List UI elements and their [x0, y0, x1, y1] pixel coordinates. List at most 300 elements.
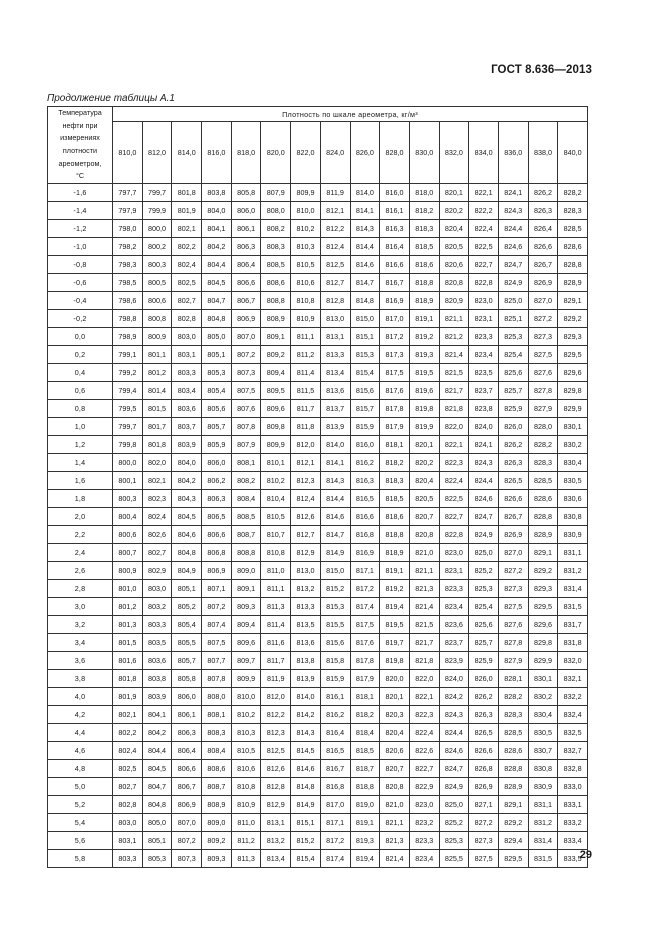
density-cell: 819,4	[350, 850, 380, 868]
density-cell: 822,9	[409, 778, 439, 796]
temperature-header	[48, 107, 113, 184]
density-cell: 828,0	[528, 418, 558, 436]
temperature-cell: 0,2	[48, 346, 113, 364]
density-cell: 816,5	[350, 490, 380, 508]
density-cell: 807,1	[202, 580, 232, 598]
temperature-cell: 2,4	[48, 544, 113, 562]
density-column-header: 838,0	[528, 122, 558, 184]
table-row	[48, 544, 588, 562]
density-cell: 826,0	[469, 670, 499, 688]
temperature-cell: 2,6	[48, 562, 113, 580]
density-cell: 828,3	[498, 706, 528, 724]
density-cell: 803,1	[172, 346, 202, 364]
density-cell: 806,9	[231, 310, 261, 328]
temperature-cell: 0,4	[48, 364, 113, 382]
density-cell: 802,4	[172, 256, 202, 274]
density-cell: 826,6	[498, 490, 528, 508]
density-cell: 822,3	[409, 706, 439, 724]
density-cell: 805,6	[202, 400, 232, 418]
density-cell: 818,8	[380, 526, 410, 544]
density-cell: 812,3	[291, 472, 321, 490]
density-cell: 820,8	[380, 778, 410, 796]
density-cell: 819,7	[380, 634, 410, 652]
density-cell: 828,2	[498, 688, 528, 706]
density-cell: 813,0	[320, 310, 350, 328]
density-cell: 813,3	[291, 598, 321, 616]
temperature-cell: 3,2	[48, 616, 113, 634]
density-cell: 825,7	[498, 382, 528, 400]
density-cell: 830,4	[558, 454, 588, 472]
density-cell: 804,3	[172, 490, 202, 508]
temperature-cell: 1,6	[48, 472, 113, 490]
density-cell: 830,7	[528, 742, 558, 760]
density-cell: 802,4	[113, 742, 143, 760]
density-cell: 818,1	[380, 436, 410, 454]
density-cell: 833,4	[558, 832, 588, 850]
density-cell: 809,6	[231, 634, 261, 652]
density-cell: 811,5	[291, 382, 321, 400]
density-cell: 802,6	[142, 526, 172, 544]
density-cell: 820,4	[439, 220, 469, 238]
density-cell: 823,4	[469, 346, 499, 364]
table-row	[48, 292, 588, 310]
density-cell: 799,2	[113, 364, 143, 382]
density-cell: 820,6	[380, 742, 410, 760]
density-cell: 816,7	[380, 274, 410, 292]
table-row	[48, 580, 588, 598]
density-cell: 817,8	[380, 400, 410, 418]
density-column-header: 826,0	[350, 122, 380, 184]
density-cell: 803,6	[172, 400, 202, 418]
density-cell: 825,9	[469, 652, 499, 670]
density-column-header: 818,0	[231, 122, 261, 184]
density-cell: 818,2	[380, 454, 410, 472]
density-cell: 819,2	[409, 328, 439, 346]
density-cell: 829,3	[558, 328, 588, 346]
temperature-cell: 0,8	[48, 400, 113, 418]
density-cell: 803,3	[172, 364, 202, 382]
density-cell: 813,7	[320, 400, 350, 418]
density-cell: 827,3	[528, 328, 558, 346]
density-cell: 816,2	[350, 454, 380, 472]
density-cell: 830,1	[558, 418, 588, 436]
density-cell: 810,1	[261, 454, 291, 472]
table-row	[48, 724, 588, 742]
density-cell: 826,8	[469, 760, 499, 778]
density-cell: 801,8	[142, 436, 172, 454]
density-cell: 823,1	[469, 310, 499, 328]
density-cell: 824,9	[439, 778, 469, 796]
density-cell: 810,3	[291, 238, 321, 256]
temperature-cell: 5,8	[48, 850, 113, 868]
table-row	[48, 508, 588, 526]
density-cell: 809,1	[261, 328, 291, 346]
density-cell: 822,3	[439, 454, 469, 472]
density-cell: 798,8	[113, 310, 143, 328]
density-cell: 826,3	[498, 454, 528, 472]
density-cell: 799,5	[113, 400, 143, 418]
density-cell: 815,2	[291, 832, 321, 850]
density-cell: 814,5	[291, 742, 321, 760]
density-cell: 828,8	[498, 760, 528, 778]
density-cell: 816,8	[350, 526, 380, 544]
density-cell: 805,5	[172, 634, 202, 652]
table-row	[48, 832, 588, 850]
density-cell: 802,3	[142, 490, 172, 508]
density-cell: 830,8	[558, 508, 588, 526]
temperature-cell: 2,0	[48, 508, 113, 526]
density-cell: 801,4	[142, 382, 172, 400]
density-cell: 819,2	[380, 580, 410, 598]
density-cell: 819,6	[409, 382, 439, 400]
temperature-header-line: измерениях	[60, 133, 100, 143]
temperature-cell: 5,0	[48, 778, 113, 796]
density-cell: 828,2	[558, 184, 588, 202]
density-cell: 828,5	[558, 220, 588, 238]
density-cell: 823,0	[469, 292, 499, 310]
density-cell: 803,2	[142, 598, 172, 616]
density-cell: 811,1	[261, 580, 291, 598]
density-cell: 820,7	[380, 760, 410, 778]
density-cell: 820,5	[439, 238, 469, 256]
density-cell: 821,4	[380, 850, 410, 868]
density-cell: 819,1	[409, 310, 439, 328]
density-cell: 828,3	[558, 202, 588, 220]
density-column-header: 814,0	[172, 122, 202, 184]
density-cell: 818,1	[350, 688, 380, 706]
density-cell: 801,8	[113, 670, 143, 688]
density-cell: 829,1	[528, 544, 558, 562]
density-cell: 807,0	[172, 814, 202, 832]
density-cell: 802,1	[172, 220, 202, 238]
density-cell: 818,9	[380, 544, 410, 562]
density-cell: 810,2	[231, 706, 261, 724]
density-cell: 819,0	[350, 796, 380, 814]
density-cell: 813,8	[291, 652, 321, 670]
density-cell: 826,0	[498, 418, 528, 436]
density-cell: 808,9	[261, 310, 291, 328]
density-cell: 805,4	[172, 616, 202, 634]
density-cell: 804,8	[172, 544, 202, 562]
density-cell: 832,2	[558, 688, 588, 706]
density-cell: 828,5	[528, 472, 558, 490]
density-cell: 822,7	[409, 760, 439, 778]
table-row	[48, 778, 588, 796]
density-cell: 807,5	[202, 634, 232, 652]
density-cell: 810,8	[261, 544, 291, 562]
density-column-header: 816,0	[202, 122, 232, 184]
density-cell: 825,2	[469, 562, 499, 580]
density-cell: 813,6	[320, 382, 350, 400]
density-cell: 816,8	[320, 778, 350, 796]
density-cell: 811,2	[291, 346, 321, 364]
density-cell: 812,9	[261, 796, 291, 814]
density-cell: 817,4	[320, 850, 350, 868]
density-cell: 805,8	[172, 670, 202, 688]
density-cell: 813,2	[261, 832, 291, 850]
density-cell: 810,2	[291, 220, 321, 238]
table-row	[48, 850, 588, 868]
density-cell: 823,4	[439, 598, 469, 616]
document-code: ГОСТ 8.636—2013	[491, 64, 592, 76]
temperature-cell: 3,6	[48, 652, 113, 670]
density-cell: 821,3	[380, 832, 410, 850]
density-cell: 802,2	[172, 238, 202, 256]
density-cell: 806,3	[172, 724, 202, 742]
density-cell: 826,9	[528, 274, 558, 292]
density-cell: 801,2	[113, 598, 143, 616]
density-cell: 807,6	[231, 400, 261, 418]
table-row	[48, 688, 588, 706]
temperature-cell: -1,4	[48, 202, 113, 220]
table-row	[48, 652, 588, 670]
density-column-header: 828,0	[380, 122, 410, 184]
density-cell: 809,5	[261, 382, 291, 400]
density-cell: 804,5	[172, 508, 202, 526]
density-cell: 826,4	[528, 220, 558, 238]
density-cell: 816,5	[320, 742, 350, 760]
density-cell: 805,1	[142, 832, 172, 850]
density-cell: 821,1	[439, 310, 469, 328]
density-cell: 815,0	[320, 562, 350, 580]
density-cell: 828,1	[498, 670, 528, 688]
density-cell: 802,8	[172, 310, 202, 328]
density-cell: 808,4	[231, 490, 261, 508]
density-cell: 820,8	[409, 526, 439, 544]
density-cell: 800,8	[142, 310, 172, 328]
density-cell: 820,7	[409, 508, 439, 526]
density-cell: 802,7	[142, 544, 172, 562]
density-cell: 828,9	[498, 778, 528, 796]
density-cell: 826,3	[528, 202, 558, 220]
density-cell: 829,6	[558, 364, 588, 382]
density-cell: 825,7	[469, 634, 499, 652]
density-cell: 807,8	[202, 670, 232, 688]
density-cell: 823,8	[469, 400, 499, 418]
density-cell: 806,7	[231, 292, 261, 310]
density-cell: 813,9	[291, 670, 321, 688]
density-cell: 820,4	[409, 472, 439, 490]
density-cell: 813,1	[261, 814, 291, 832]
density-cell: 801,3	[113, 616, 143, 634]
density-cell: 813,0	[291, 562, 321, 580]
density-cell: 832,7	[558, 742, 588, 760]
density-cell: 800,2	[142, 238, 172, 256]
table-row	[48, 256, 588, 274]
density-cell: 818,8	[350, 778, 380, 796]
table-row	[48, 400, 588, 418]
density-cell: 804,4	[142, 742, 172, 760]
density-cell: 827,5	[469, 850, 499, 868]
density-cell: 805,8	[231, 184, 261, 202]
density-cell: 825,6	[498, 364, 528, 382]
density-cell: 798,2	[113, 238, 143, 256]
density-cell: 804,6	[172, 526, 202, 544]
density-cell: 804,1	[142, 706, 172, 724]
density-cell: 827,2	[528, 310, 558, 328]
density-cell: 811,7	[291, 400, 321, 418]
temperature-cell: 3,4	[48, 634, 113, 652]
density-cell: 804,5	[202, 274, 232, 292]
temperature-cell: 5,2	[48, 796, 113, 814]
density-cell: 799,4	[113, 382, 143, 400]
density-cell: 832,0	[558, 652, 588, 670]
density-cell: 829,9	[558, 400, 588, 418]
density-cell: 812,3	[261, 724, 291, 742]
density-cell: 824,6	[469, 490, 499, 508]
density-cell: 823,3	[409, 832, 439, 850]
density-cell: 822,2	[469, 202, 499, 220]
density-cell: 805,0	[202, 328, 232, 346]
density-cell: 803,3	[142, 616, 172, 634]
temperature-cell: 4,6	[48, 742, 113, 760]
density-column-header: 812,0	[142, 122, 172, 184]
density-cell: 818,5	[350, 742, 380, 760]
density-cell: 802,7	[113, 778, 143, 796]
density-cell: 809,0	[231, 562, 261, 580]
density-cell: 823,3	[439, 580, 469, 598]
density-cell: 818,3	[380, 472, 410, 490]
density-cell: 808,1	[231, 454, 261, 472]
density-cell: 817,6	[380, 382, 410, 400]
density-cell: 814,9	[291, 796, 321, 814]
density-cell: 829,5	[498, 850, 528, 868]
density-cell: 819,5	[409, 364, 439, 382]
density-cell: 826,6	[528, 238, 558, 256]
density-cell: 807,9	[261, 184, 291, 202]
density-cell: 822,4	[439, 472, 469, 490]
temperature-cell: -1,2	[48, 220, 113, 238]
density-cell: 819,4	[380, 598, 410, 616]
density-cell: 822,6	[409, 742, 439, 760]
density-cell: 827,3	[469, 832, 499, 850]
temperature-header-line: Температура	[58, 108, 102, 118]
density-cell: 797,7	[113, 184, 143, 202]
density-cell: 811,3	[261, 598, 291, 616]
page-number: 29	[579, 849, 592, 861]
density-cell: 831,8	[558, 634, 588, 652]
density-cell: 805,9	[202, 436, 232, 454]
density-cell: 832,4	[558, 706, 588, 724]
density-cell: 821,8	[439, 400, 469, 418]
density-cell: 815,4	[291, 850, 321, 868]
density-cell: 815,9	[320, 670, 350, 688]
density-cell: 829,5	[528, 598, 558, 616]
density-cell: 821,7	[409, 634, 439, 652]
density-cell: 820,1	[439, 184, 469, 202]
density-cell: 816,1	[380, 202, 410, 220]
density-cell: 808,9	[202, 796, 232, 814]
density-cell: 814,8	[291, 778, 321, 796]
density-cell: 827,8	[498, 634, 528, 652]
density-cell: 832,8	[558, 760, 588, 778]
temperature-cell: 1,0	[48, 418, 113, 436]
density-cell: 828,8	[558, 256, 588, 274]
temperature-cell: 0,6	[48, 382, 113, 400]
density-cell: 823,1	[439, 562, 469, 580]
density-cell: 822,1	[439, 436, 469, 454]
density-cell: 828,6	[498, 742, 528, 760]
density-cell: 801,9	[113, 688, 143, 706]
density-cell: 826,2	[528, 184, 558, 202]
density-cell: 829,5	[558, 346, 588, 364]
density-column-header: 836,0	[498, 122, 528, 184]
density-cell: 820,4	[380, 724, 410, 742]
density-cell: 819,9	[409, 418, 439, 436]
density-cell: 799,9	[142, 202, 172, 220]
density-cell: 804,4	[202, 256, 232, 274]
density-cell: 811,2	[231, 832, 261, 850]
density-cell: 830,4	[528, 706, 558, 724]
density-cell: 830,5	[558, 472, 588, 490]
density-cell: 806,6	[202, 526, 232, 544]
density-cell: 813,4	[320, 364, 350, 382]
density-cell: 814,6	[350, 256, 380, 274]
density-cell: 803,9	[172, 436, 202, 454]
density-cell: 803,6	[142, 652, 172, 670]
density-cell: 818,8	[409, 274, 439, 292]
density-cell: 833,2	[558, 814, 588, 832]
density-cell: 799,7	[142, 184, 172, 202]
density-cell: 807,9	[231, 436, 261, 454]
table-row	[48, 238, 588, 256]
density-cell: 800,6	[113, 526, 143, 544]
density-cell: 808,7	[202, 778, 232, 796]
density-cell: 821,0	[380, 796, 410, 814]
density-cell: 815,4	[350, 364, 380, 382]
density-cell: 828,2	[528, 436, 558, 454]
density-cell: 815,2	[320, 580, 350, 598]
density-cell: 823,0	[439, 544, 469, 562]
density-cell: 817,9	[380, 418, 410, 436]
density-cell: 822,1	[469, 184, 499, 202]
density-cell: 828,9	[528, 526, 558, 544]
density-cell: 818,6	[380, 508, 410, 526]
density-cell: 831,1	[558, 544, 588, 562]
density-cell: 803,8	[202, 184, 232, 202]
density-cell: 808,6	[202, 760, 232, 778]
density-cell: 830,9	[528, 778, 558, 796]
density-cell: 814,2	[291, 706, 321, 724]
density-cell: 807,2	[202, 598, 232, 616]
density-cell: 823,0	[409, 796, 439, 814]
density-cell: 803,8	[142, 670, 172, 688]
density-cell: 825,0	[469, 544, 499, 562]
density-cell: 816,3	[380, 220, 410, 238]
density-cell: 799,1	[113, 346, 143, 364]
density-cell: 820,0	[380, 670, 410, 688]
table-row	[48, 436, 588, 454]
density-cell: 831,7	[558, 616, 588, 634]
table-row	[48, 418, 588, 436]
density-cell: 806,1	[231, 220, 261, 238]
density-cell: 826,2	[469, 688, 499, 706]
density-cell: 806,6	[172, 760, 202, 778]
density-cell: 808,0	[202, 688, 232, 706]
density-cell: 806,0	[231, 202, 261, 220]
density-group-header: Плотность по шкале ареометра, кг/м³	[113, 107, 588, 122]
density-cell: 820,3	[380, 706, 410, 724]
density-cell: 824,1	[498, 184, 528, 202]
density-cell: 808,5	[231, 508, 261, 526]
density-cell: 807,0	[231, 328, 261, 346]
density-cell: 811,4	[291, 364, 321, 382]
density-cell: 811,4	[261, 616, 291, 634]
density-cell: 825,1	[498, 310, 528, 328]
density-cell: 815,5	[320, 616, 350, 634]
density-cell: 803,1	[113, 832, 143, 850]
density-cell: 815,3	[350, 346, 380, 364]
